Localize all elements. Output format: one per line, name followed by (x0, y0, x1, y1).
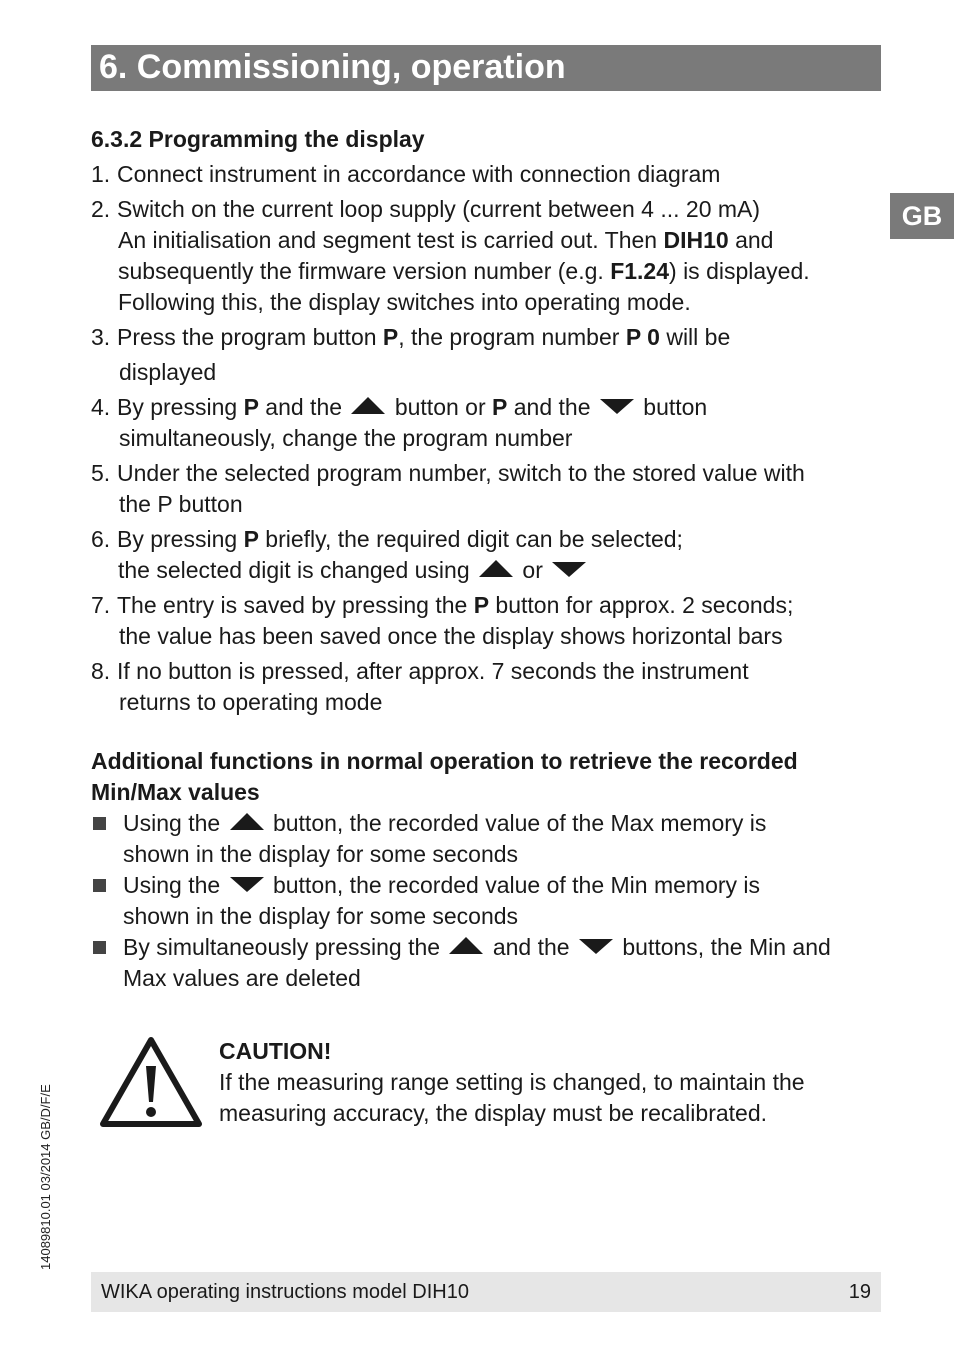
arrow-down-icon (552, 562, 586, 577)
arrow-up-icon (351, 397, 385, 414)
step-5: 5. Under the selected program number, switch to the stored value with the P button (91, 460, 805, 517)
document-code: 14089810.01 03/2014 GB/D/F/E (38, 1084, 53, 1270)
section-title-bar (91, 45, 881, 91)
additional-heading: Additional functions in normal operation to retrieve the recorded Min/Max values (91, 748, 798, 805)
subsection-heading: 6.3.2 Programming the display (91, 126, 425, 152)
bullet-square-icon (93, 817, 106, 830)
caution-line-2: measuring accuracy, the display must be recalibrated. (219, 1100, 768, 1126)
bullet-max: Using the button, the recorded value of the Max memory is shown in the display for some seconds (91, 808, 891, 870)
warning-triangle-icon (99, 1036, 203, 1128)
main-content (91, 124, 891, 994)
step-1: 1. Connect instrument in accordance with connection diagram (91, 161, 721, 187)
step-8: 8. If no button is pressed, after approx. 7 seconds the instrument returns to operating mode (91, 658, 749, 715)
arrow-up-icon (230, 813, 264, 830)
step-7: 7. The entry is saved by pressing the P button for approx. 2 seconds; the value has been saved once the display shows horizontal bars (91, 592, 794, 649)
step-6: 6. By pressing P briefly, the required digit can be selected; the selected digit is changed using or (91, 526, 683, 583)
arrow-down-icon (579, 939, 613, 954)
step-2: 2. Switch on the current loop supply (current between 4 ... 20 mA) An initialisation and segment test is carried out. Then DIH10 and subsequently the firmware version number (e.g. F1.24) is displayed. Following this, the display switches into operating mode. (91, 196, 810, 315)
bullet-delete: By simultaneously pressing the and the buttons, the Min and Max values are deleted (91, 932, 891, 994)
arrow-up-icon (449, 937, 483, 954)
arrow-down-icon (600, 399, 634, 414)
language-tab: GB (890, 193, 954, 239)
footer-bar (91, 1272, 881, 1312)
bullet-square-icon (93, 879, 106, 892)
additional-functions (91, 746, 891, 994)
page-title: 6. Commissioning, operation (99, 48, 566, 86)
arrow-up-icon (479, 560, 513, 577)
footer-text: WIKA operating instructions model DIH10 (101, 1280, 469, 1303)
arrow-down-icon (230, 877, 264, 892)
caution-title: CAUTION! (219, 1038, 332, 1064)
page-number: 19 (848, 1280, 871, 1303)
step-3: 3. Press the program button P, the program number P 0 will be displayed (91, 324, 731, 385)
bullet-square-icon (93, 941, 106, 954)
caution-line-1: If the measuring range setting is changed, to maintain the (219, 1069, 805, 1095)
bullet-min: Using the button, the recorded value of the Min memory is shown in the display for some seconds (91, 870, 891, 932)
step-4: 4. By pressing P and the button or P and the button simultaneously, change the program number (91, 394, 708, 451)
